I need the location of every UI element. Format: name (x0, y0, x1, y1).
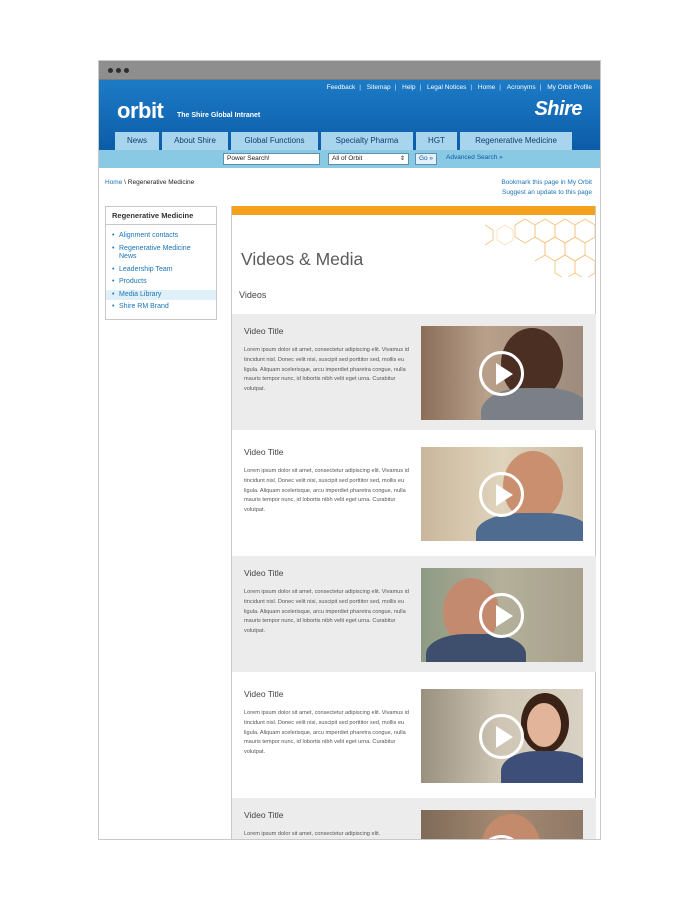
video-title[interactable]: Video Title (244, 447, 284, 457)
sidebar-item-shire-rm-brand[interactable]: • Shire RM Brand (106, 302, 216, 313)
breadcrumb-home[interactable]: Home (105, 179, 123, 186)
tab-news[interactable]: News (115, 132, 159, 150)
search-input[interactable]: Power Search! (223, 153, 320, 165)
accent-bar (232, 206, 595, 215)
sidebar-item-leadership-team[interactable]: • Leadership Team (106, 265, 216, 276)
video-thumbnail[interactable] (421, 326, 583, 420)
tab-specialty-pharma[interactable]: Specialty Pharma (321, 132, 413, 150)
play-icon[interactable] (479, 351, 524, 396)
util-link-feedback[interactable]: Feedback (326, 84, 356, 91)
person-image (527, 703, 561, 747)
search-scope-value: All of Orbit (332, 155, 363, 162)
util-link-legal[interactable]: Legal Notices (427, 84, 467, 91)
video-thumbnail[interactable] (421, 810, 583, 840)
video-item (232, 556, 596, 672)
breadcrumb-current: Regenerative Medicine (127, 179, 195, 186)
video-title[interactable]: Video Title (244, 689, 284, 699)
video-title[interactable]: Video Title (244, 810, 284, 820)
main-nav-tabs (115, 132, 572, 150)
person-shoulders-image (501, 751, 583, 783)
sidebar-item-media-library[interactable]: • Media Library (106, 290, 216, 301)
shire-logo[interactable]: Shire (534, 98, 582, 120)
person-image (481, 814, 541, 840)
video-item (232, 314, 596, 430)
tab-regenerative-medicine[interactable]: Regenerative Medicine (460, 132, 572, 150)
video-thumbnail[interactable] (421, 568, 583, 662)
video-title[interactable]: Video Title (244, 326, 284, 336)
video-description: Lorem ipsum dolor sit amet, consectetur adipiscing elit. Vivamus id tincidunt nisl. Donec velit nisi, suscipit sed porttitor sed, mollis eu ligula. Aliquam scelerisque, arcu imperdiet pharetra congue, nulla mauris tempor nunc, id lobortis nibh velit eget urna. Curabitur volutpat. (244, 589, 409, 635)
person-shoulders-image (476, 513, 583, 541)
play-icon[interactable] (479, 714, 524, 759)
breadcrumb-separator: \ (124, 179, 126, 186)
page-actions (501, 178, 592, 198)
bookmark-link[interactable]: Bookmark this page in My Orbit (501, 179, 592, 186)
video-item (232, 798, 596, 840)
video-item (232, 435, 596, 551)
util-link-acronyms[interactable]: Acronyms (506, 84, 536, 91)
window-dot-icon[interactable] (124, 68, 129, 73)
video-description: Lorem ipsum dolor sit amet, consectetur adipiscing elit. Vivamus id tincidunt nisl. Donec velit nisi, suscipit sed porttitor sed, mollis eu ligula. Aliquam scelerisque, arcu imperdiet pharetra congue, nulla mauris tempor nunc, id lobortis nibh velit eget urna. Curabitur volutpat. (244, 710, 409, 756)
breadcrumb (105, 179, 194, 186)
person-shoulders-image (426, 634, 526, 662)
page-title: Videos & Media (241, 249, 364, 269)
video-description: Lorem ipsum dolor sit amet, consectetur adipiscing elit. Vivamus id tincidunt nisl. Donec velit nisi, suscipit sed porttitor sed, mollis eu ligula. Aliquam scelerisque, arcu imperdiet pharetra congue, nulla mauris tempor nunc, id lobortis nibh velit eget urna. Curabitur volutpat. (244, 347, 409, 393)
video-thumbnail[interactable] (421, 689, 583, 783)
video-item (232, 677, 596, 793)
util-link-home[interactable]: Home (477, 84, 496, 91)
video-title[interactable]: Video Title (244, 568, 284, 578)
select-arrows-icon: ⇕ (399, 156, 405, 162)
sidebar-item-alignment-contacts[interactable]: • Alignment contacts (106, 231, 216, 242)
search-bar (99, 150, 600, 168)
window-dot-icon[interactable] (108, 68, 113, 73)
search-scope-select[interactable] (328, 153, 409, 165)
tab-about-shire[interactable]: About Shire (162, 132, 228, 150)
tab-global-functions[interactable]: Global Functions (231, 132, 318, 150)
sidebar-item-regenerative-medicine-news[interactable]: • Regenerative Medicine News (106, 244, 216, 263)
video-description: Lorem ipsum dolor sit amet, consectetur adipiscing elit. (244, 831, 381, 837)
video-thumbnail[interactable] (421, 447, 583, 541)
play-icon[interactable] (479, 472, 524, 517)
sidebar-item-products[interactable]: • Products (106, 277, 216, 288)
play-icon[interactable] (479, 593, 524, 638)
advanced-search-link[interactable]: Advanced Search » (446, 154, 503, 161)
utility-links: Feedback | Sitemap | Help | Legal Notices | Home | Acronyms | My Orbit Profile (326, 84, 592, 91)
window-titlebar (99, 61, 600, 80)
main-content (231, 206, 596, 840)
tab-hgt[interactable]: HGT (416, 132, 457, 150)
window-dot-icon[interactable] (116, 68, 121, 73)
hexagon-pattern-graphic (455, 215, 595, 277)
site-header (99, 80, 600, 150)
orbit-logo[interactable]: orbit (117, 98, 164, 123)
sidebar-nav (105, 206, 217, 320)
video-description: Lorem ipsum dolor sit amet, consectetur adipiscing elit. Vivamus id tincidunt nisl. Donec velit nisi, suscipit sed porttitor sed, mollis eu ligula. Aliquam scelerisque, arcu imperdiet pharetra congue, nulla mauris tempor nunc, id lobortis nibh velit eget urna. Curabitur volutpat. (244, 468, 409, 514)
sidebar-heading: Regenerative Medicine (106, 207, 216, 225)
site-tagline: The Shire Global Intranet (177, 112, 261, 119)
suggest-update-link[interactable]: Suggest an update to this page (502, 189, 592, 196)
util-link-help[interactable]: Help (402, 84, 416, 91)
util-link-profile[interactable]: My Orbit Profile (547, 84, 592, 91)
browser-window (98, 60, 601, 840)
go-button[interactable]: Go » (415, 153, 437, 165)
util-link-sitemap[interactable]: Sitemap (366, 84, 391, 91)
videos-section-heading: Videos (239, 290, 267, 300)
